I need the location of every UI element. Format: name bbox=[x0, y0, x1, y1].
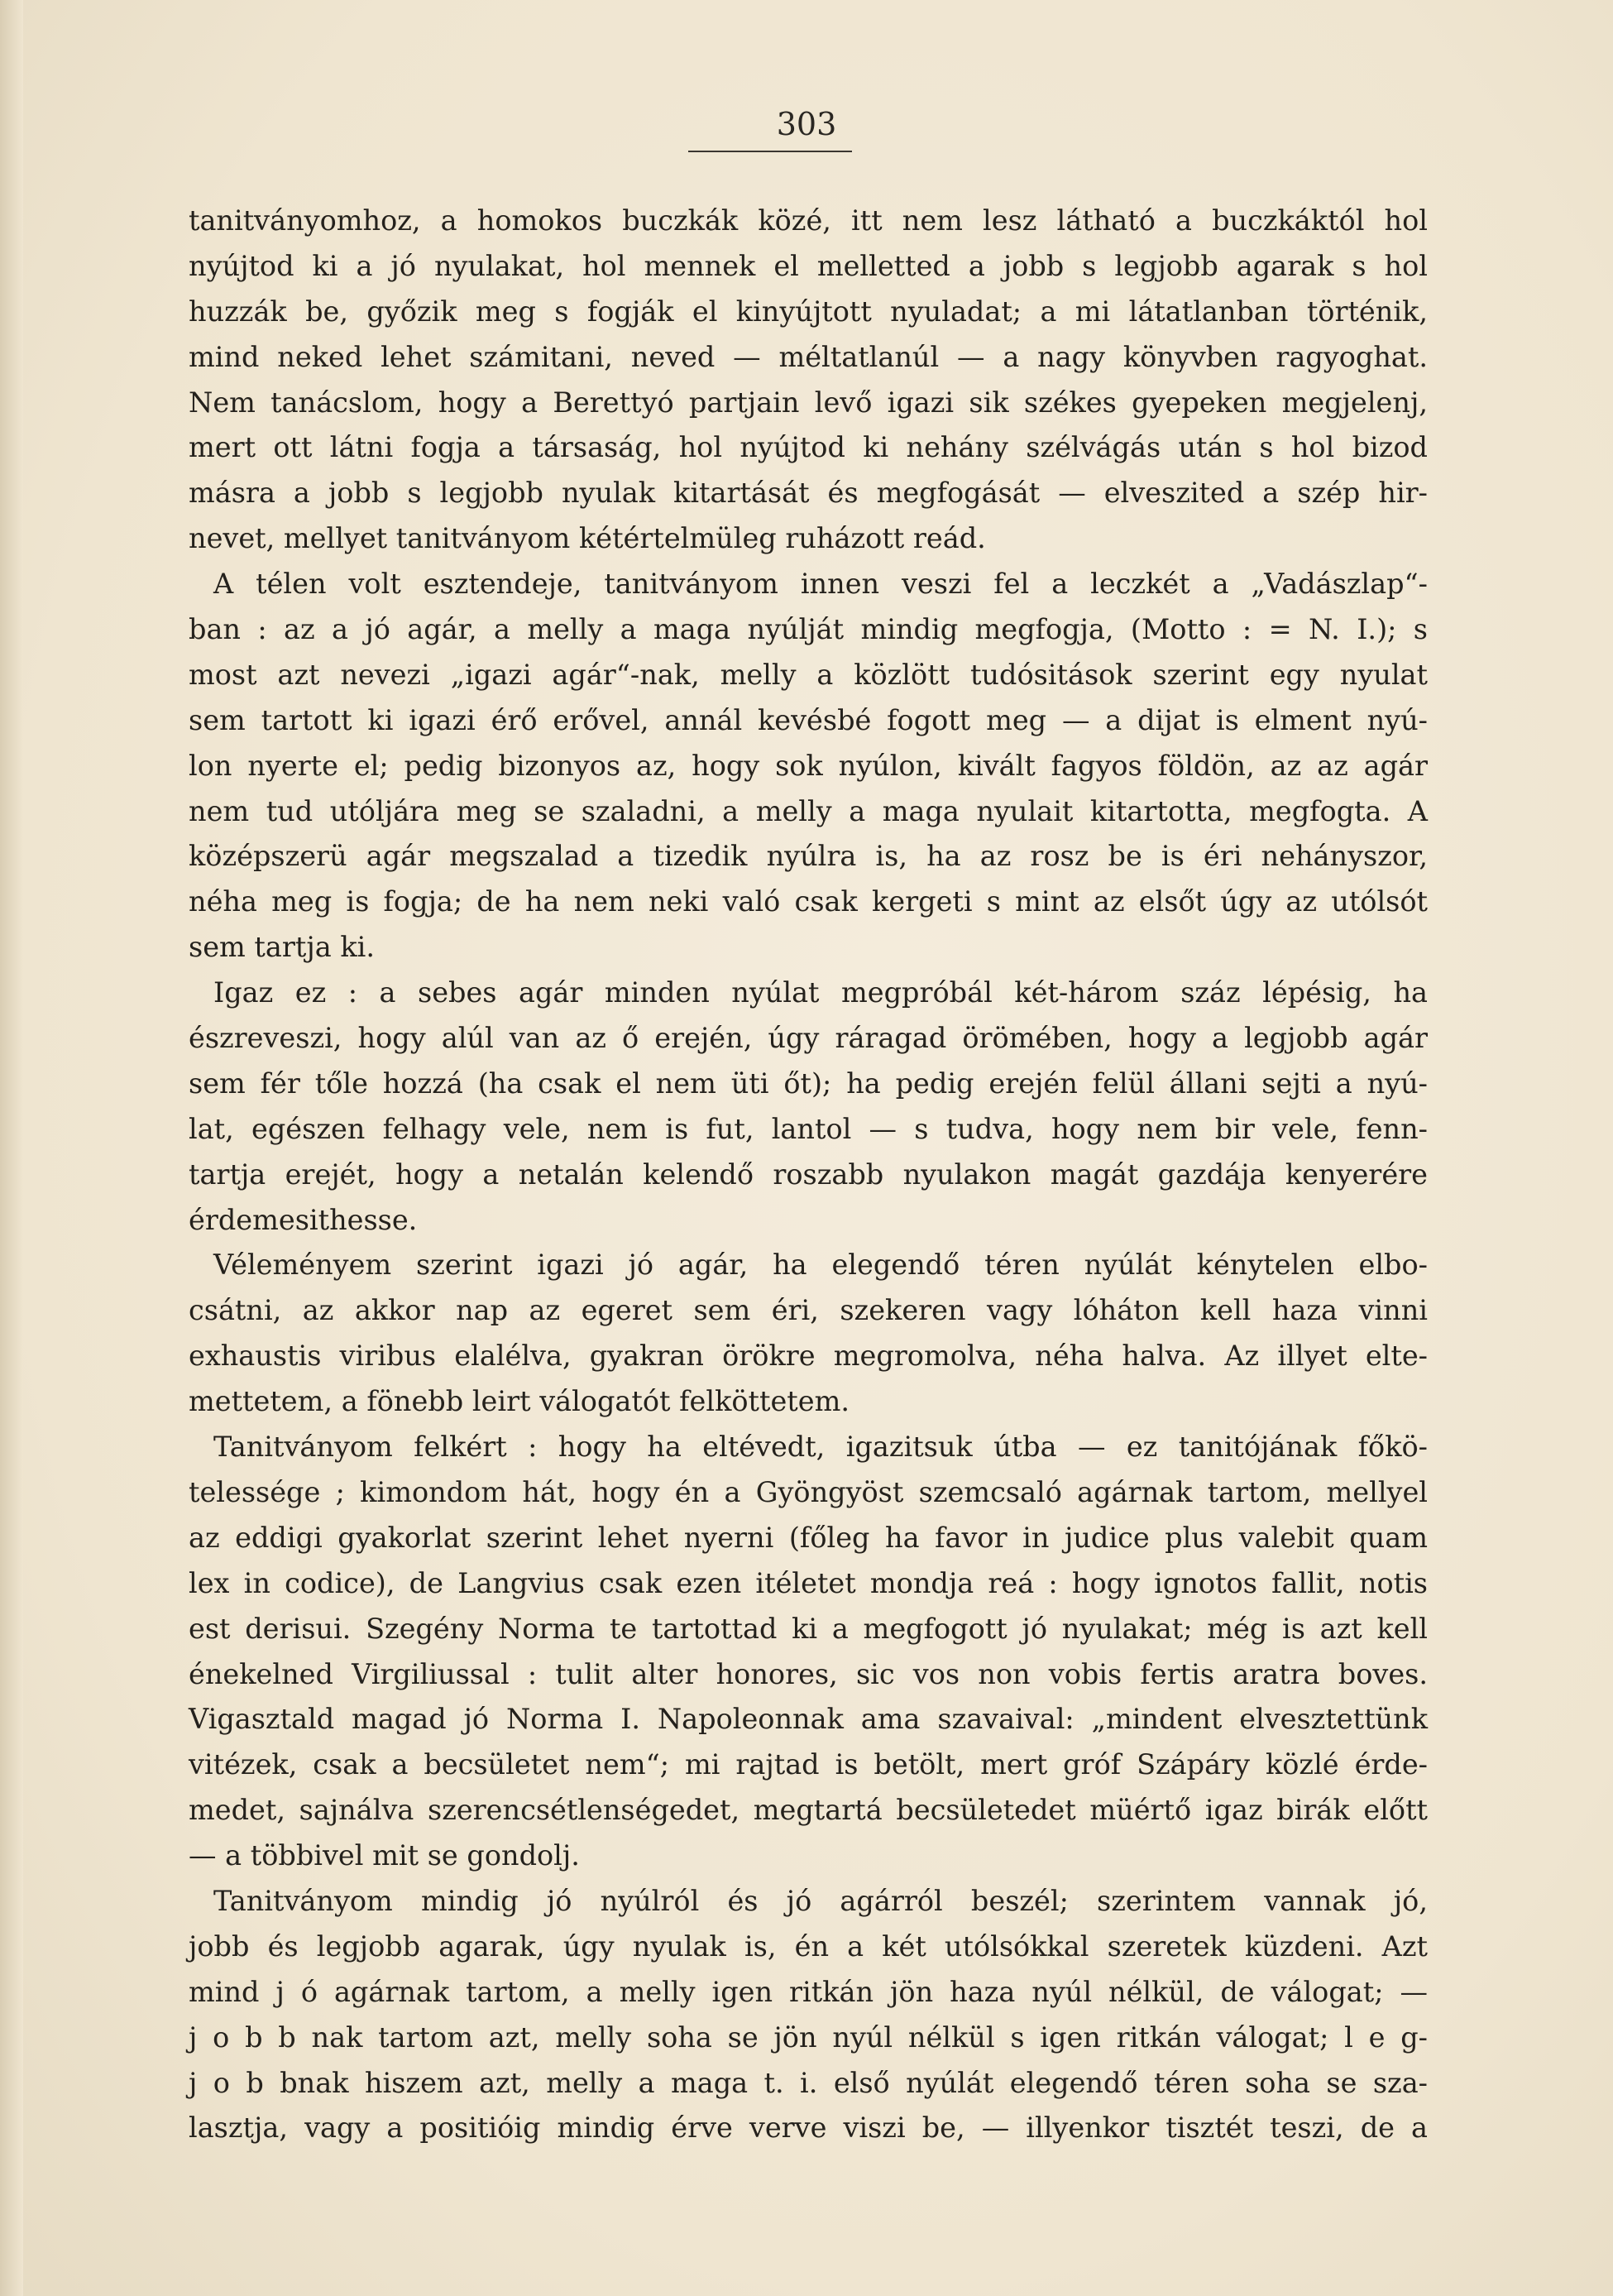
text-line: lat, egészen felhagy vele, nem is fut, lantol — s tudva, hogy nem bir vele, fenn- bbox=[189, 1112, 1428, 1145]
text-line: csátni, az akkor nap az egeret sem éri, szekeren vagy lóháton kell haza vinni bbox=[189, 1294, 1428, 1327]
text-line: A télen volt esztendeje, tanitványom innen veszi fel a leczkét a „Vadászlap“- bbox=[213, 568, 1428, 601]
page-number-rule bbox=[688, 151, 852, 152]
text-line: est derisui. Szegény Norma te tartottad ki a megfogott jó nyulakat; még is azt kell bbox=[189, 1612, 1428, 1645]
text-line: lon nyerte el; pedig bizonyos az, hogy sok nyúlon, kivált fagyos földön, az az agár bbox=[189, 749, 1428, 782]
text-line: telessége ; kimondom hát, hogy én a Gyöngyöst szemcsaló agárnak tartom, mellyel bbox=[189, 1475, 1428, 1508]
text-line: mettetem, a fönebb leirt válogatót felköttetem. bbox=[189, 1385, 850, 1418]
text-line: tanitványomhoz, a homokos buczkák közé, itt nem lesz látható a buczkáktól hol bbox=[189, 204, 1428, 237]
text-line: énekelned Virgiliussal : tulit alter honores, sic vos non vobis fertis aratra boves. bbox=[189, 1657, 1428, 1690]
text-line: nyújtod ki a jó nyulakat, hol mennek el melletted a jobb s legjobb agarak s hol bbox=[189, 249, 1428, 282]
text-line: Tanitványom mindig jó nyúlról és jó agárról beszél; szerintem vannak jó, bbox=[213, 1884, 1428, 1917]
page-gutter bbox=[0, 0, 23, 2296]
page-number: 303 bbox=[776, 106, 837, 142]
text-line: jobb és legjobb agarak, úgy nyulak is, én a két utólsókkal szeretek küzdeni. Azt bbox=[189, 1929, 1428, 1963]
text-line: észreveszi, hogy alúl van az ő erején, úgy ráragad örömében, hogy a legjobb agár bbox=[189, 1022, 1428, 1055]
text-line: medet, sajnálva szerencsétlenségedet, megtartá becsületedet müértő igaz birák előtt bbox=[189, 1794, 1428, 1827]
text-line: másra a jobb s legjobb nyulak kitartását és megfogását — elveszited a szép hir- bbox=[189, 477, 1428, 510]
text-line: mind neked lehet számitani, neved — méltatlanúl — a nagy könyvben ragyoghat. bbox=[189, 340, 1428, 373]
text-line: tartja erejét, hogy a netalán kelendő roszabb nyulakon magát gazdája kenyerére bbox=[189, 1158, 1428, 1191]
text-line: huzzák be, győzik meg s fogják el kinyújtott nyuladat; a mi látatlanban történik, bbox=[189, 295, 1428, 328]
text-line: most azt nevezi „igazi agár“-nak, melly a közlött tudósitások szerint egy nyulat bbox=[189, 658, 1428, 691]
text-line: néha meg is fogja; de ha nem neki való csak kergeti s mint az elsőt úgy az utólsót bbox=[189, 885, 1428, 918]
text-line: ban : az a jó agár, a melly a maga nyúlját mindig megfogja, (Motto : = N. I.); s bbox=[189, 613, 1428, 646]
text-line: Tanitványom felkért : hogy ha eltévedt, igazitsuk útba — ez tanitójának főkö- bbox=[213, 1431, 1428, 1464]
text-line: sem fér tőle hozzá (ha csak el nem üti őt); ha pedig erején felül állani sejti a nyú- bbox=[189, 1067, 1428, 1100]
text-line: exhaustis viribus elalélva, gyakran örökre megromolva, néha halva. Az illyet elte- bbox=[189, 1340, 1428, 1373]
text-line: mert ott látni fogja a társaság, hol nyújtod ki nehány szélvágás után s hol bizod bbox=[189, 431, 1428, 464]
text-line: az eddigi gyakorlat szerint lehet nyerni (főleg ha favor in judice plus valebit quam bbox=[189, 1521, 1428, 1554]
text-line: mind j ó agárnak tartom, a melly igen ritkán jön haza nyúl nélkül, de válogat; — bbox=[189, 1975, 1428, 2008]
text-line: sem tartott ki igazi érő erővel, annál kevésbé fogott meg — a dijat is elment nyú- bbox=[189, 703, 1428, 736]
text-line: j o b b nak tartom azt, melly soha se jön nyúl nélkül s igen ritkán válogat; l e g- bbox=[189, 2020, 1428, 2054]
text-line: Véleményem szerint igazi jó agár, ha elegendő téren nyúlát kénytelen elbo- bbox=[213, 1249, 1428, 1282]
text-line: — a többivel mit se gondolj. bbox=[189, 1839, 580, 1872]
text-line: vitézek, csak a becsületet nem“; mi rajtad is betölt, mert gróf Szápáry közlé érde- bbox=[189, 1748, 1428, 1781]
text-line: nevet, mellyet tanitványom kétértelmüleg ruházott reád. bbox=[189, 522, 986, 555]
text-line: lex in codice), de Langvius csak ezen itéletet mondja reá : hogy ignotos fallit, notis bbox=[189, 1566, 1428, 1599]
text-line: nem tud utóljára meg se szaladni, a melly a maga nyulait kitartotta, megfogta. A bbox=[189, 794, 1428, 827]
body-text bbox=[189, 199, 1428, 2151]
text-line: lasztja, vagy a positióig mindig érve verve viszi be, — illyenkor tisztét teszi, de a bbox=[189, 2111, 1428, 2145]
text-line: sem tartja ki. bbox=[189, 931, 376, 964]
text-line: Nem tanácslom, hogy a Berettyó partjain levő igazi sik székes gyepeken megjelenj, bbox=[189, 386, 1428, 419]
text-line: j o b bnak hiszem azt, melly a maga t. i. első nyúlát elegendő téren soha se sza- bbox=[189, 2066, 1428, 2099]
text-line: középszerü agár megszalad a tizedik nyúlra is, ha az rosz be is éri nehányszor, bbox=[189, 840, 1428, 873]
text-line: érdemesithesse. bbox=[189, 1203, 418, 1236]
text-line: Vigasztald magad jó Norma I. Napoleonnak ama szavaival: „mindent elvesztettünk bbox=[189, 1703, 1428, 1736]
text-line: Igaz ez : a sebes agár minden nyúlat megpróbál két-három száz lépésig, ha bbox=[213, 976, 1428, 1009]
